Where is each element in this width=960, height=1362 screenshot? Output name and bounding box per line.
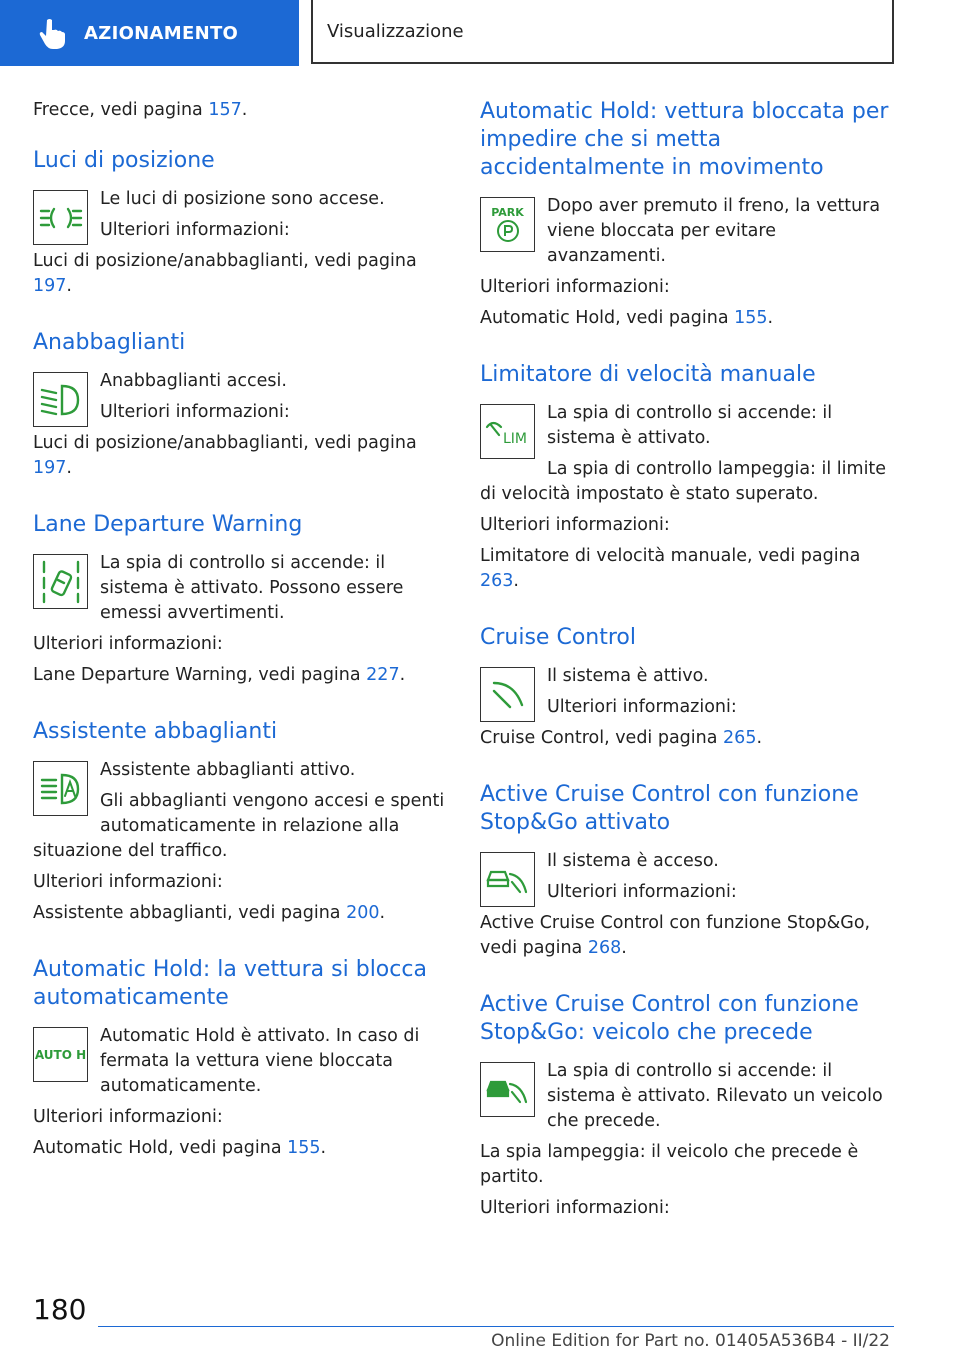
low-beam-icon — [33, 372, 88, 427]
section-heading: Cruise Control — [480, 625, 636, 650]
intro-paragraph — [33, 98, 445, 123]
body-text: Active Cruise Control con funzione Stop&Go, vedi pagina 268. — [480, 913, 871, 958]
auto-hold-label: AUTO H — [34, 1047, 87, 1062]
body-text: La spia di controllo si accende: il sistema è attivato. — [547, 403, 833, 448]
section-automatic-hold-park — [480, 98, 892, 337]
left-column — [33, 98, 445, 1191]
right-column — [480, 98, 892, 1251]
section-cruise-control — [480, 624, 892, 757]
body-text: Assistente abbaglianti attivo. — [100, 760, 356, 780]
page-link[interactable]: 155 — [734, 308, 768, 328]
section-heading: Anabbaglianti — [33, 330, 186, 355]
auto-hold-icon — [33, 1027, 88, 1082]
body-text: Ulteriori informazioni: — [480, 1198, 670, 1218]
section-heading: Lane Departure Warning — [33, 512, 303, 537]
page-link[interactable]: 155 — [287, 1138, 321, 1158]
parking-lights-icon — [33, 190, 88, 245]
speed-limiter-icon — [480, 404, 535, 459]
page-link[interactable]: 227 — [366, 665, 400, 685]
section-heading: Assistente abbaglianti — [33, 719, 278, 744]
page-link[interactable]: 268 — [587, 938, 622, 958]
lim-label: LIM — [502, 430, 527, 447]
section-luci-posizione — [33, 147, 445, 305]
body-text: Ulteriori informazioni: — [33, 1107, 223, 1127]
body-text: La spia di controllo lampeggia: il limite di velocità impostato è stato superato. — [480, 459, 887, 504]
body-text: La spia lampeggia: il veicolo che precede è partito. — [480, 1142, 859, 1187]
section-lane-departure — [33, 511, 445, 694]
page-link[interactable]: 197 — [33, 458, 67, 478]
body-text: La spia di controllo si accende: il sistema è attivato. Possono essere emessi avvertimenti. — [100, 553, 404, 623]
active-cruise-control-icon — [480, 852, 535, 907]
footer-edition: Online Edition for Part no. 01405A536B4 - II/22 — [491, 1331, 890, 1351]
vehicle-ahead-icon — [480, 1062, 535, 1117]
section-title: AZIONAMENTO — [84, 22, 239, 44]
page-link[interactable]: 265 — [723, 728, 757, 748]
section-assistente-abbaglianti — [33, 718, 445, 932]
section-tab — [0, 0, 299, 66]
body-text: Ulteriori informazioni: — [480, 277, 670, 297]
body-text: Ulteriori informazioni: — [100, 402, 290, 422]
body-text: Lane Departure Warning, vedi pagina 227. — [33, 665, 406, 685]
footer-divider — [98, 1326, 894, 1327]
body-text: Le luci di posizione sono accese. — [100, 189, 385, 209]
section-heading: Automatic Hold: la vettura si blocca automaticamente — [33, 957, 427, 1010]
section-heading: Automatic Hold: vettura bloccata per impedire che si metta accidentalmente in movimento — [480, 99, 889, 180]
subsection-header — [311, 0, 894, 64]
body-text: Il sistema è acceso. — [547, 851, 719, 871]
body-text: La spia di controllo si accende: il sistema è attivato. Rilevato un veicolo che precede. — [547, 1061, 883, 1131]
hand-pointer-icon — [34, 15, 70, 51]
body-text: Il sistema è attivo. — [547, 666, 709, 686]
body-text: Limitatore di velocità manuale, vedi pagina 263. — [480, 546, 861, 591]
park-icon — [480, 197, 535, 252]
body-text: Ulteriori informazioni: — [480, 515, 670, 535]
body-text: Cruise Control, vedi pagina 265. — [480, 728, 763, 748]
lane-departure-icon — [33, 554, 88, 609]
body-text: Automatic Hold è attivato. In caso di fermata la vettura viene bloccata automaticamente. — [100, 1026, 420, 1096]
page-link[interactable]: 157 — [208, 100, 242, 120]
body-text: Dopo aver premuto il freno, la vettura viene bloccata per evitare avanzamenti. — [547, 196, 881, 266]
page-number: 180 — [33, 1293, 87, 1326]
page-link[interactable]: 263 — [480, 571, 514, 591]
body-text: Automatic Hold, vedi pagina 155. — [480, 308, 774, 328]
park-label: PARK — [491, 205, 524, 219]
body-text: Ulteriori informazioni: — [33, 634, 223, 654]
subsection-title: Visualizzazione — [327, 20, 464, 42]
cruise-control-icon — [480, 667, 535, 722]
p-circle-icon — [496, 219, 520, 243]
section-anabbaglianti — [33, 329, 445, 487]
section-heading: Luci di posizione — [33, 148, 215, 173]
section-acc-stopgo — [480, 781, 892, 967]
body-text: Assistente abbaglianti, vedi pagina 200. — [33, 903, 386, 923]
body-text: Ulteriori informazioni: — [547, 882, 737, 902]
body-text: Ulteriori informazioni: — [33, 872, 223, 892]
section-heading: Active Cruise Control con funzione Stop&Go: veicolo che precede — [480, 992, 859, 1045]
body-text: Gli abbaglianti vengono accesi e spenti automaticamente in relazione alla situazione del traffico. — [33, 791, 445, 861]
body-text: Frecce, vedi pagina 157. — [33, 100, 248, 120]
section-heading: Active Cruise Control con funzione Stop&Go attivato — [480, 782, 859, 835]
high-beam-assistant-icon — [33, 761, 88, 816]
body-text: Ulteriori informazioni: — [547, 697, 737, 717]
body-text: Anabbaglianti accesi. — [100, 371, 287, 391]
body-text: Luci di posizione/anabbaglianti, vedi pagina 197. — [33, 433, 417, 478]
section-heading: Limitatore di velocità manuale — [480, 362, 816, 387]
page-link[interactable]: 200 — [346, 903, 380, 923]
page-link[interactable]: 197 — [33, 276, 67, 296]
section-limitatore — [480, 361, 892, 600]
body-text: Automatic Hold, vedi pagina 155. — [33, 1138, 327, 1158]
section-acc-vehicle-ahead — [480, 991, 892, 1227]
section-automatic-hold — [33, 956, 445, 1167]
body-text: Luci di posizione/anabbaglianti, vedi pagina 197. — [33, 251, 417, 296]
body-text: Ulteriori informazioni: — [100, 220, 290, 240]
